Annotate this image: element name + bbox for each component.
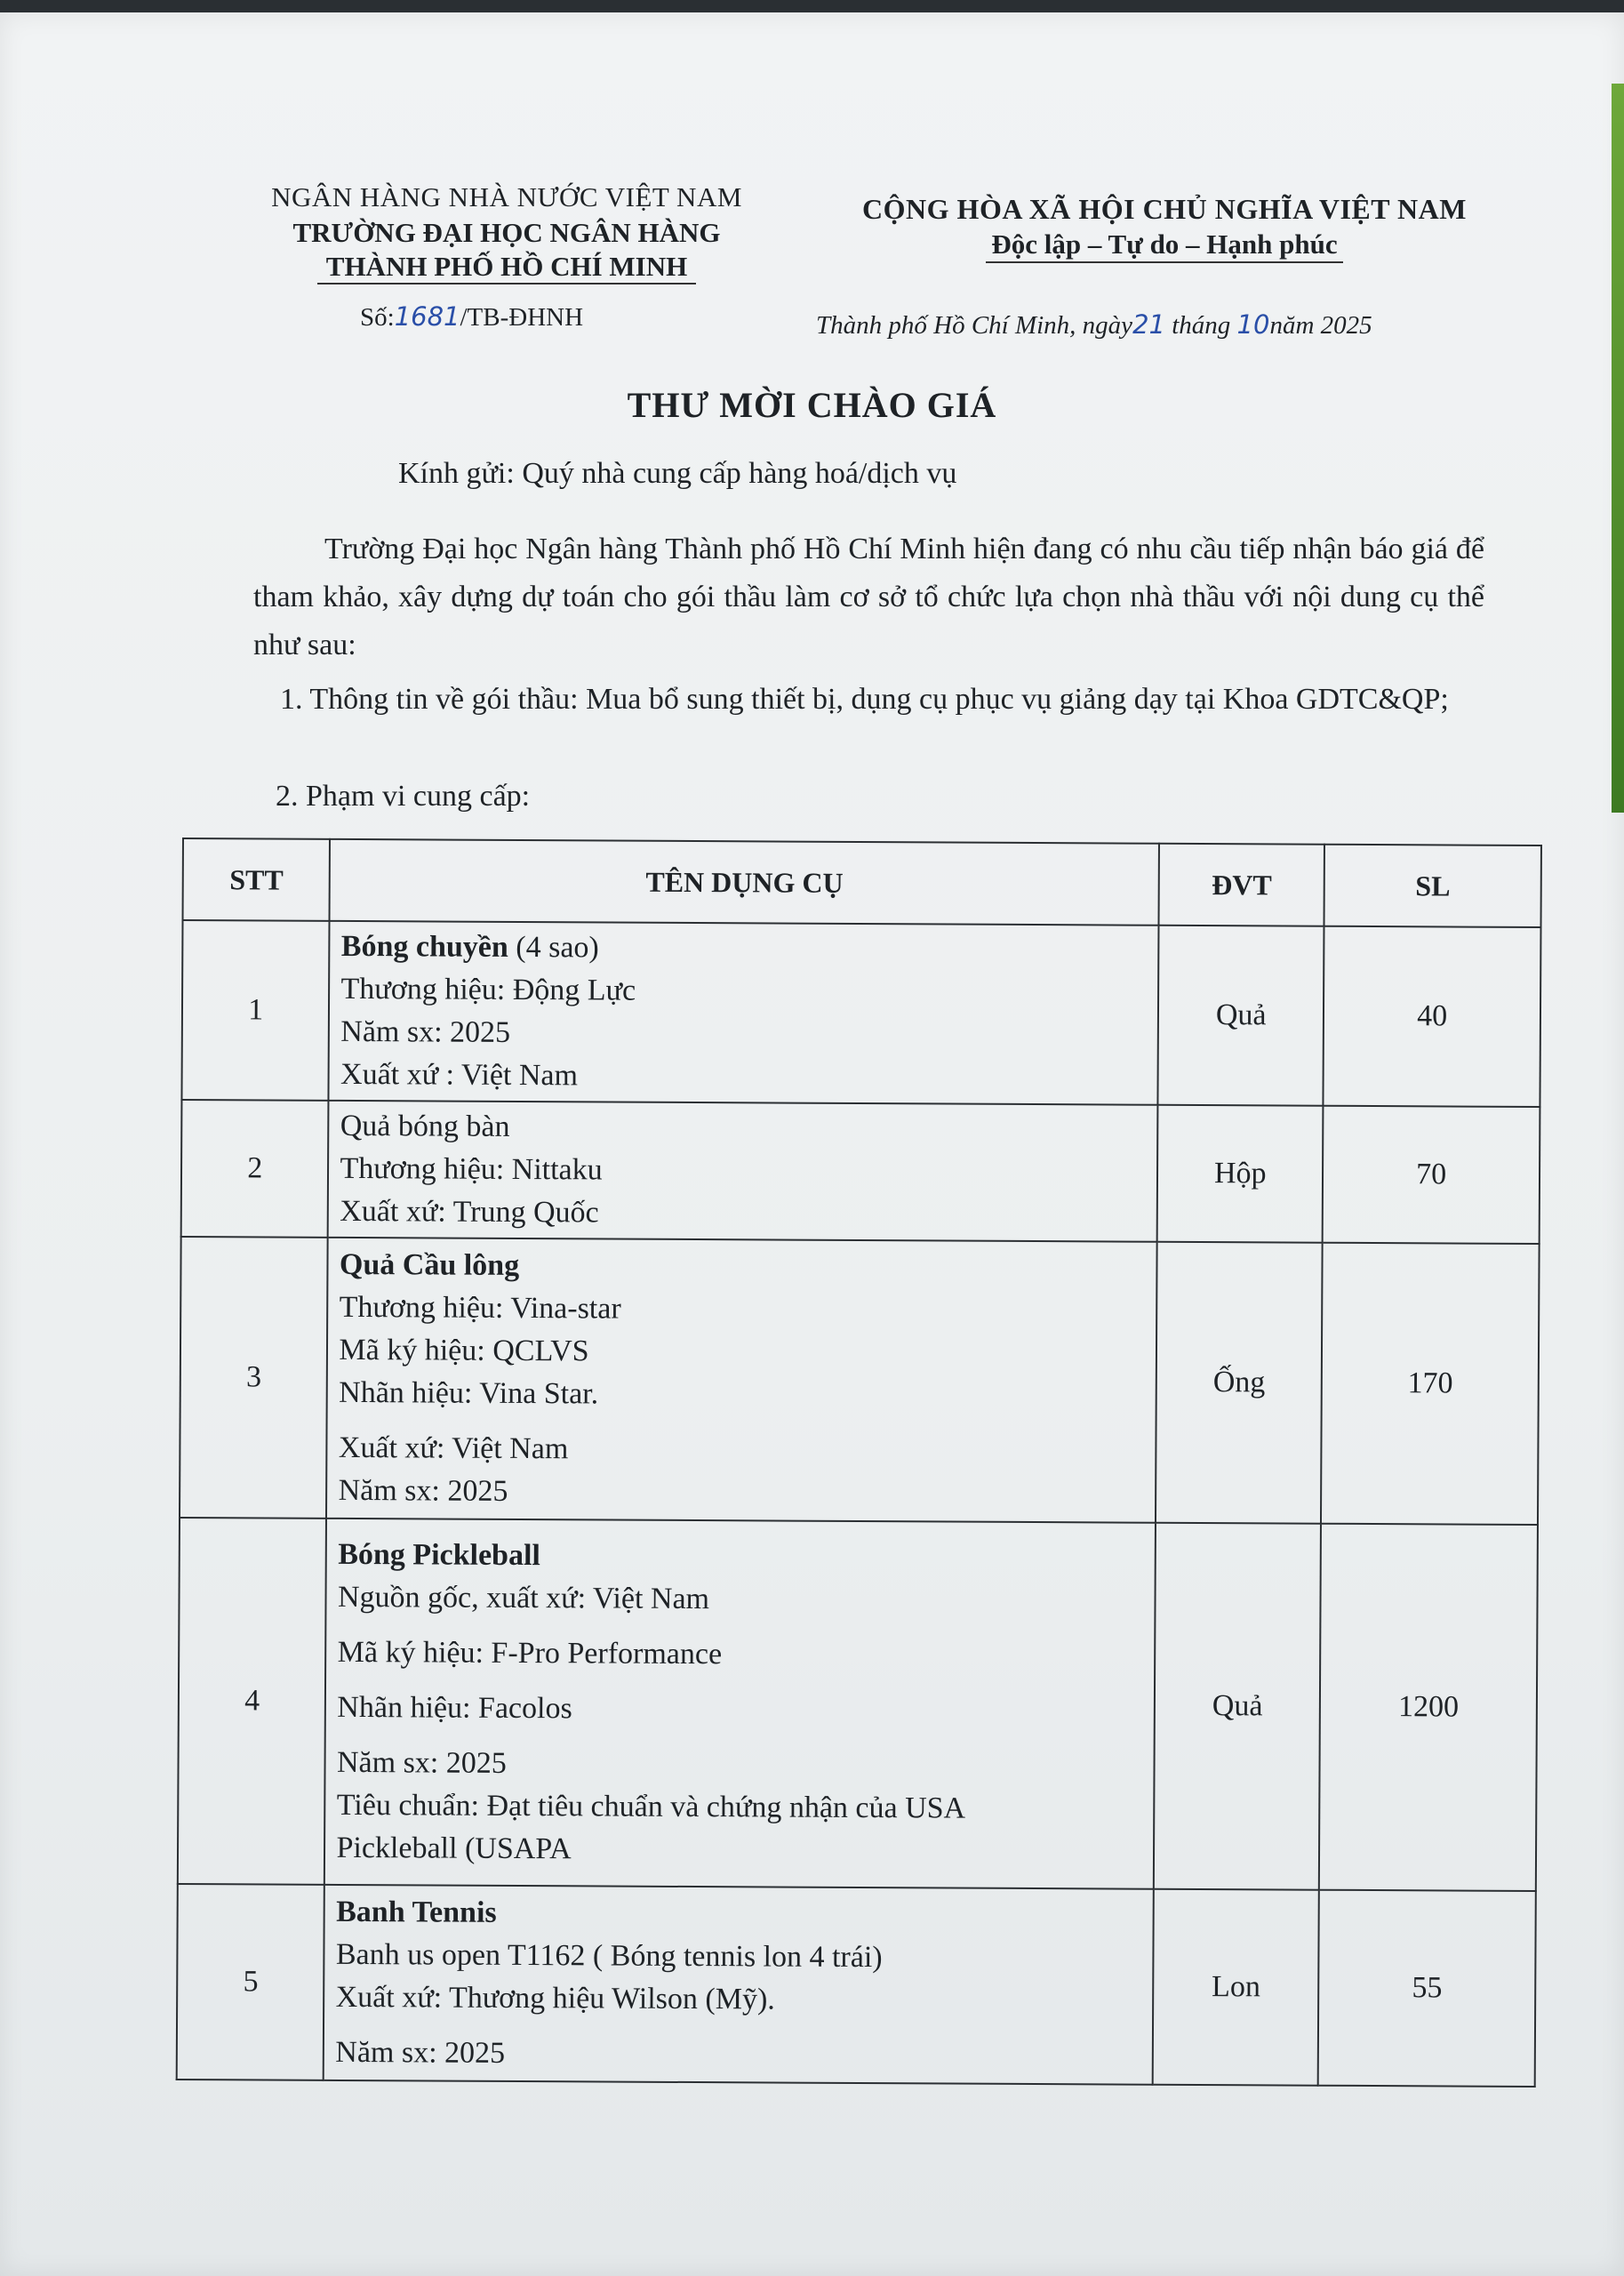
item-title: Bóng chuyền bbox=[340, 929, 508, 964]
document-date bbox=[816, 309, 1372, 341]
document-page bbox=[0, 12, 1624, 2276]
issuer-university: TRƯỜNG ĐẠI HỌC NGÂN HÀNG bbox=[292, 217, 721, 248]
header-dvt: ĐVT bbox=[1159, 844, 1325, 926]
header-name: TÊN DỤNG CỤ bbox=[330, 839, 1159, 926]
item-detail: Năm sx: 2025 bbox=[336, 1745, 507, 1780]
intro-paragraph: Trường Đại học Ngân hàng Thành phố Hồ Chí Minh hiện đang có nhu cầu tiếp nhận báo giá để tham khảo, xây dựng dự toán cho gói thầu làm cơ sở tổ chức lựa chọn nhà thầu với nội dung cụ thể như sau: bbox=[253, 533, 1484, 661]
row-stt: 4 bbox=[178, 1518, 327, 1885]
item-detail: Xuất xứ: Trung Quốc bbox=[340, 1194, 599, 1230]
date-prefix: Thành phố Hồ Chí Minh, ngày bbox=[816, 311, 1133, 340]
package-info-paragraph: 1. Thông tin về gói thầu: Mua bổ sung thiết bị, dụng cụ phục vụ giảng dạy tại Khoa GDTC&QP; bbox=[280, 683, 1449, 716]
row-quantity: 70 bbox=[1323, 1106, 1540, 1244]
item-detail: Banh us open T1162 ( Bóng tennis lon 4 trái) bbox=[335, 1937, 883, 1975]
row-name bbox=[324, 1885, 1154, 2085]
row-stt: 1 bbox=[181, 920, 330, 1101]
item-detail: Xuất xứ: Thương hiệu Wilson (Mỹ). bbox=[335, 1980, 775, 2016]
table-row bbox=[178, 1518, 1538, 1891]
document-number bbox=[360, 301, 583, 333]
date-month: 10 bbox=[1236, 309, 1270, 340]
row-quantity: 170 bbox=[1321, 1243, 1539, 1525]
greeting: Kính gửi: Quý nhà cung cấp hàng hoá/dịch vụ bbox=[398, 457, 957, 490]
row-name bbox=[329, 921, 1159, 1105]
document-number-label: Số: bbox=[360, 303, 395, 332]
document-title: THƯ MỜI CHÀO GIÁ bbox=[627, 385, 997, 425]
item-detail: Mã ký hiệu: QCLVS bbox=[339, 1333, 589, 1368]
date-day: 21 bbox=[1132, 309, 1165, 340]
row-stt: 5 bbox=[177, 1884, 325, 2080]
item-detail: Thương hiệu: Động Lực bbox=[340, 972, 636, 1007]
item-detail: Thương hiệu: Nittaku bbox=[340, 1151, 603, 1187]
item-detail: Nguồn gốc, xuất xứ: Việt Nam bbox=[337, 1580, 710, 1616]
item-detail: Nhãn hiệu: Vina Star. bbox=[339, 1375, 599, 1411]
date-month-label: tháng bbox=[1164, 311, 1237, 340]
item-title: Bóng Pickleball bbox=[338, 1537, 540, 1573]
row-name bbox=[328, 1101, 1157, 1242]
issuer-city: THÀNH PHỐ HỒ CHÍ MINH bbox=[317, 251, 696, 284]
item-title: Banh Tennis bbox=[336, 1895, 497, 1929]
row-unit: Lon bbox=[1153, 1889, 1319, 2086]
table-row bbox=[181, 1100, 1540, 1244]
item-detail: Xuất xứ: Việt Nam bbox=[338, 1431, 569, 1466]
row-unit: Ống bbox=[1156, 1242, 1323, 1524]
row-quantity: 55 bbox=[1318, 1890, 1536, 2087]
row-name bbox=[326, 1238, 1156, 1523]
equipment-table bbox=[176, 837, 1542, 2088]
item-detail: Nhãn hiệu: Facolos bbox=[337, 1690, 572, 1726]
country-name: CỘNG HÒA XÃ HỘI CHỦ NGHĨA VIỆT NAM bbox=[862, 193, 1467, 225]
table-row bbox=[180, 1237, 1540, 1525]
issuer-block bbox=[240, 180, 773, 290]
document-number-suffix: /TB-ĐHNH bbox=[460, 303, 584, 332]
row-stt: 3 bbox=[180, 1237, 328, 1519]
table-row bbox=[177, 1884, 1536, 2087]
item-detail: Năm sx: 2025 bbox=[340, 1014, 511, 1049]
item-detail: Tiêu chuẩn: Đạt tiêu chuẩn và chứng nhận của USA bbox=[336, 1788, 966, 1825]
item-title: Quả bóng bàn bbox=[340, 1109, 510, 1143]
national-motto-block bbox=[836, 190, 1493, 268]
scope-heading: 2. Phạm vi cung cấp: bbox=[276, 780, 531, 813]
item-title: Quả Cầu lông bbox=[339, 1247, 520, 1282]
row-stt: 2 bbox=[181, 1100, 329, 1238]
date-year: năm 2025 bbox=[1269, 311, 1372, 340]
item-title-note: (4 sao) bbox=[508, 930, 599, 965]
row-unit: Hộp bbox=[1157, 1105, 1324, 1243]
table-header-row bbox=[183, 838, 1541, 927]
item-detail: Năm sx: 2025 bbox=[338, 1473, 508, 1508]
item-detail: Mã ký hiệu: F-Pro Performance bbox=[337, 1635, 723, 1671]
paper-sheet bbox=[0, 12, 1624, 2276]
item-detail: Pickleball (USAPA bbox=[336, 1831, 572, 1866]
motto: Độc lập – Tự do – Hạnh phúc bbox=[986, 228, 1342, 263]
row-unit: Quả bbox=[1158, 926, 1324, 1106]
table-row bbox=[181, 920, 1540, 1107]
document-number-value: 1681 bbox=[394, 301, 460, 332]
row-quantity: 40 bbox=[1324, 926, 1541, 1107]
row-name bbox=[324, 1519, 1156, 1889]
issuer-ministry: NGÂN HÀNG NHÀ NƯỚC VIỆT NAM bbox=[271, 181, 742, 212]
header-sl: SL bbox=[1324, 845, 1541, 927]
item-detail: Năm sx: 2025 bbox=[335, 2035, 506, 2070]
row-quantity: 1200 bbox=[1319, 1524, 1538, 1891]
row-unit: Quả bbox=[1154, 1523, 1321, 1890]
item-detail: Thương hiệu: Vina-star bbox=[339, 1290, 621, 1326]
item-detail: Xuất xứ : Việt Nam bbox=[340, 1057, 579, 1093]
header-stt: STT bbox=[183, 838, 331, 921]
